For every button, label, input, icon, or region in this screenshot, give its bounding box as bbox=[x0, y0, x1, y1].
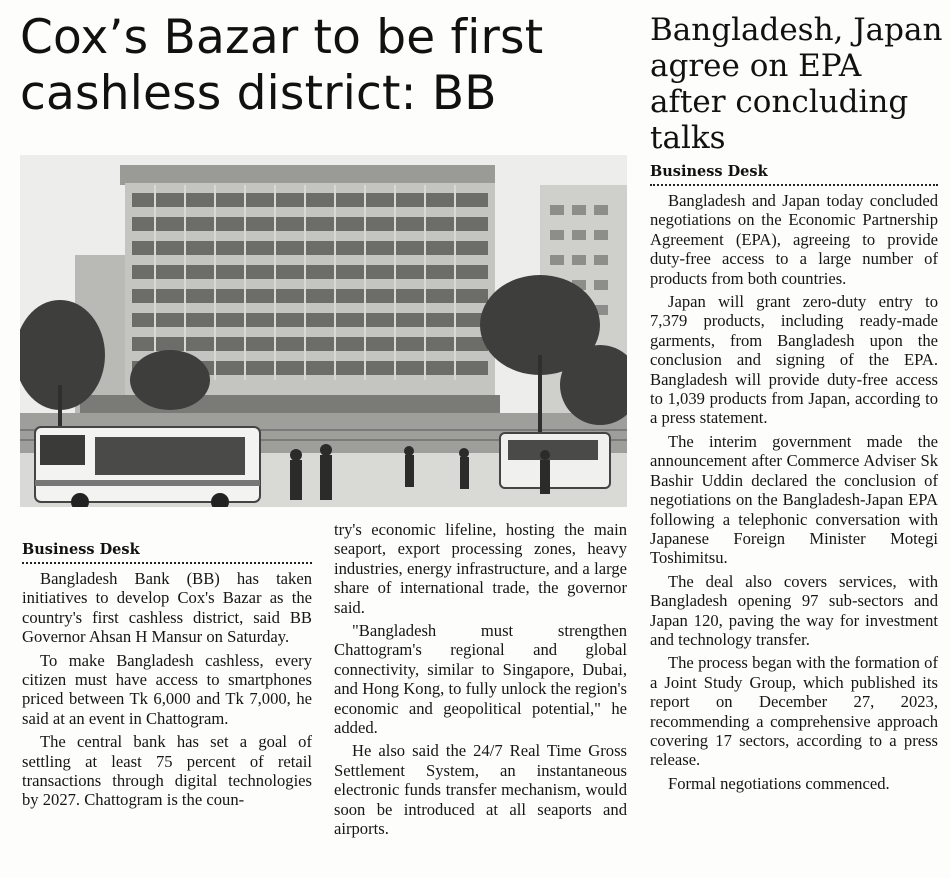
left-article-column-2 bbox=[334, 520, 627, 843]
headline-bangladesh-japan-epa: Bangladesh, Japan agree on EPA after concluding talks bbox=[650, 12, 943, 156]
right-paragraph: Bangladesh and Japan today concluded negotiations on the Economic Partnership Agreement (EPA), agreeing to provide duty-free access to a large number of products from both countries. bbox=[650, 191, 938, 288]
left-paragraph: The central bank has set a goal of settling at least 75 percent of retail transactions through digital technologies by 2027. Chattogram is the coun- bbox=[22, 732, 312, 810]
left-paragraph: try's economic lifeline, hosting the main seaport, export processing zones, heavy industries, energy infrastructure, and a large share of international trade, the governor said. bbox=[334, 520, 627, 617]
right-paragraph: Formal negotiations commenced. bbox=[668, 773, 890, 793]
right-article-byline: Business Desk bbox=[650, 163, 768, 180]
right-paragraph: The interim government made the announcement after Commerce Adviser Sk Bashir Uddin declared the conclusion of negotiations on the Bangladesh-Japan EPA following a telephonic conversation with Japanese Foreign Minister Motegi Toshimitsu. bbox=[650, 431, 938, 568]
left-article-column-1 bbox=[22, 569, 312, 814]
right-article-column bbox=[650, 191, 938, 797]
left-paragraph: He also said the 24/7 Real Time Gross Settlement System, an instantaneous electronic funds transfer mechanism, would soon be introduced at all seaports and airports. bbox=[334, 741, 627, 839]
left-paragraph: Bangladesh Bank (BB) has taken initiatives to develop Cox's Bazar as the country's first cashless district, said BB Governor Ahsan H Mansur on Saturday. bbox=[22, 569, 312, 647]
left-article-byline: Business Desk bbox=[22, 541, 140, 558]
left-paragraph: "Bangladesh must strengthen Chattogram's regional and global connectivity, similar to Singapore, Dubai, and Hong Kong, to fully unlock the region's economic and geopolitical potential," he added. bbox=[334, 621, 627, 738]
right-paragraph: The process began with the formation of a Joint Study Group, which published its report on December 27, 2023, recommending a comprehensive approach covering 17 sectors, according to a press release. bbox=[650, 653, 938, 770]
left-byline-rule bbox=[22, 562, 312, 564]
right-paragraph: Japan will grant zero-duty entry to 7,379 products, including ready-made garments, from Bangladesh upon the conclusion and signing of the EPA. Bangladesh will provide duty-free access to 1,039 products from Japan, according to a press statement. bbox=[650, 292, 938, 428]
headline-coxs-bazar: Cox’s Bazar to be first cashless district: BB bbox=[20, 10, 544, 121]
right-paragraph: The deal also covers services, with Bangladesh opening 97 sub-sectors and Japan 120, paving the way for investment and technology transfer. bbox=[650, 571, 938, 649]
bangladesh-bank-building-photo bbox=[20, 155, 627, 507]
left-paragraph: To make Bangladesh cashless, every citizen must have access to smartphones priced between Tk 6,000 and Tk 7,000, he said at an event in Chattogram. bbox=[22, 650, 312, 728]
right-byline-rule bbox=[650, 184, 938, 186]
